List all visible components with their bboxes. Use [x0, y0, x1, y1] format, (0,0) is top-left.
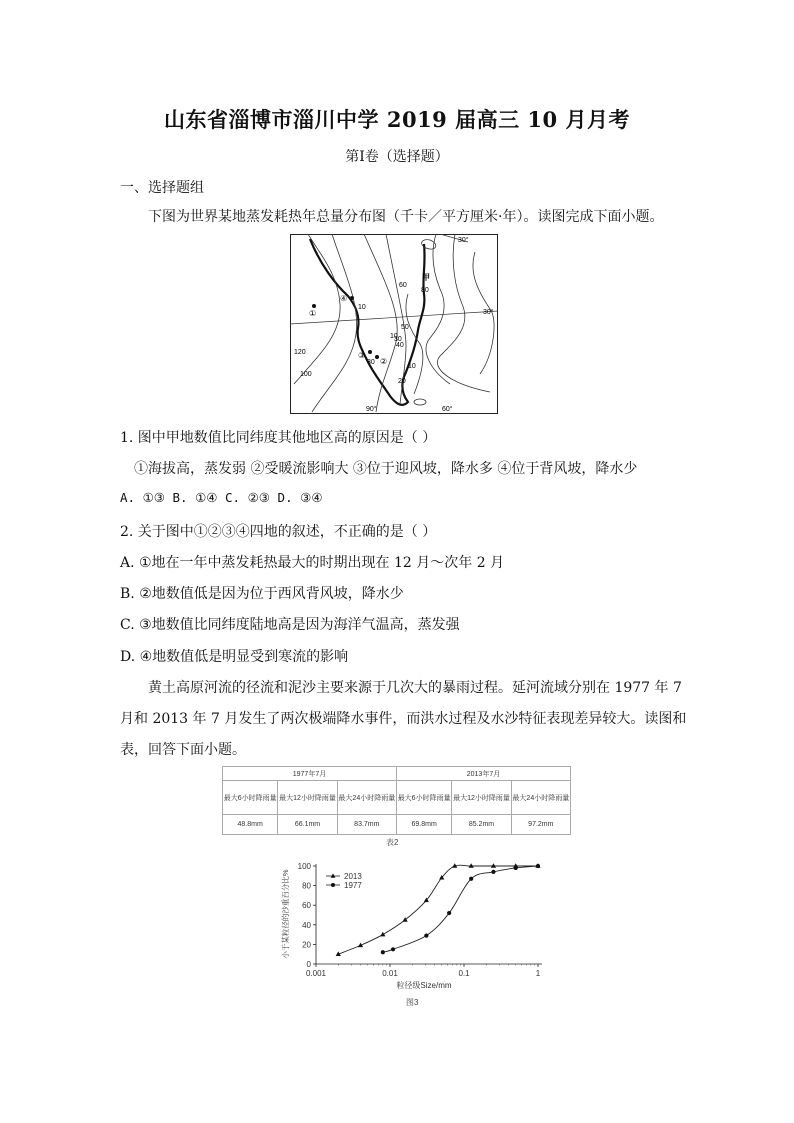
y-tick-label: 100 — [297, 862, 311, 871]
y-tick-label: 0 — [306, 960, 311, 969]
coord-label: 30° — [458, 237, 469, 244]
point-1977 — [514, 866, 518, 870]
isoline-label: 120 — [294, 349, 306, 356]
y-tick-label: 80 — [302, 881, 311, 891]
y-tick-label: 60 — [302, 901, 311, 911]
chart-ylabel: 小于某粒径的沙重百分比% — [281, 869, 290, 959]
x-tick-label: 0.1 — [458, 969, 470, 978]
point-1977 — [491, 870, 495, 874]
point-2013 — [403, 917, 408, 922]
question-2-stem: 2. 关于图中①②③④四地的叙述，不正确的是（ ） — [120, 524, 437, 540]
table-cell: 97.2mm — [511, 815, 570, 835]
page-title: 山东省淄博市淄川中学 2019 届高三 10 月月考 — [164, 107, 630, 132]
label-3: ③ — [358, 351, 366, 360]
isoline-label: 60 — [399, 282, 407, 289]
y-tick-label: 20 — [302, 940, 311, 950]
legend-marker — [331, 873, 336, 877]
isoline-label: 10 — [358, 304, 366, 311]
point-1977 — [447, 911, 451, 915]
x-tick-label: 0.01 — [382, 969, 398, 978]
isoline-label: 30 — [367, 359, 375, 366]
evaporation-map — [290, 234, 498, 414]
table-cell: 83.7mm — [337, 815, 396, 835]
point-4-dot — [350, 296, 354, 300]
question-2-option-a: A. ①地在一年中蒸发耗热最大的时期出现在 12 月～次年 2 月 — [120, 555, 505, 571]
question-1-stem: 1. 图中甲地数值比同纬度其他地区高的原因是（ ） — [120, 430, 437, 446]
question-2-option-d: D. ④地数值低是明显受到寒流的影响 — [120, 649, 349, 665]
table-group-1977: 1977年7月 — [223, 767, 397, 781]
y-tick-label: 40 — [302, 920, 311, 930]
isoline-label: 80 — [421, 287, 429, 294]
table-header: 最大24小时降雨量 — [337, 781, 396, 815]
coord-label: 90° — [366, 406, 377, 413]
section-heading: 一、选择题组 — [120, 180, 204, 196]
page-subtitle: 第Ⅰ卷（选择题） — [345, 149, 449, 165]
question-2-option-b: B. ②地数值低是因为位于西风背风坡，降水少 — [120, 586, 404, 602]
question-1-options: A. ①③ B. ①④ C. ②③ D. ③④ — [120, 490, 323, 505]
series-line-2013 — [338, 865, 538, 954]
table-cell: 85.2mm — [452, 815, 511, 835]
question-1-statements: ①海拔高，蒸发弱 ②受暖流影响大 ③位于迎风坡，降水多 ④位于背风坡，降水少 — [134, 461, 638, 477]
label-2: ② — [380, 357, 388, 366]
coord-label: 30° — [483, 309, 494, 316]
point-2013 — [491, 863, 496, 868]
isoline-label: 30 — [394, 336, 402, 343]
point-1977 — [391, 947, 395, 951]
table-cell: 69.8mm — [396, 815, 451, 835]
table-header: 最大6小时降雨量 — [396, 781, 451, 815]
x-tick-label: 0.001 — [305, 969, 327, 978]
isoline-label: 20 — [398, 378, 406, 385]
point-1977 — [469, 877, 473, 881]
chart-xlabel: 粒径级Size/mm — [396, 981, 452, 990]
isoline-label: 50 — [401, 324, 409, 331]
table-group-2013: 2013年7月 — [396, 767, 570, 781]
group2-intro-line1: 黄土高原河流的径流和泥沙主要来源于几次大的暴雨过程。延河流域分别在 1977 年 7 — [148, 680, 682, 696]
isoline-label: 40 — [396, 342, 404, 349]
isoline-label: 10 — [390, 333, 398, 340]
question-2-option-c: C. ③地数值比同纬度陆地高是因为海洋气温高，蒸发强 — [120, 617, 460, 633]
chart-caption: 图3 — [406, 998, 419, 1007]
table-header: 最大12小时降雨量 — [452, 781, 511, 815]
point-1977 — [424, 933, 428, 937]
table-cell: 48.8mm — [223, 815, 278, 835]
label-4: ④ — [340, 294, 348, 303]
legend-label: 2013 — [344, 872, 362, 881]
group2-intro-line2: 月和 2013 年 7 月发生了两次极端降水事件，而洪水过程及水沙特征表现差异较大。读图和 — [120, 711, 687, 727]
isoline-label: 100 — [300, 371, 312, 378]
point-1-dot — [312, 304, 316, 308]
table-header: 最大24小时降雨量 — [511, 781, 570, 815]
label-jia: 甲 — [422, 273, 430, 282]
rainfall-table — [222, 766, 571, 835]
table-header: 最大6小时降雨量 — [223, 781, 278, 815]
table-header: 最大12小时降雨量 — [278, 781, 337, 815]
table-caption: 表2 — [386, 838, 399, 847]
legend-marker — [331, 883, 335, 887]
legend-label: 1977 — [344, 881, 362, 890]
table-cell: 66.1mm — [278, 815, 337, 835]
isoline-label: 10 — [408, 363, 416, 370]
point-1977 — [536, 864, 540, 868]
x-tick-label: 1 — [535, 969, 541, 978]
group1-intro: 下图为世界某地蒸发耗热年总量分布图（千卡／平方厘米·年）。读图完成下面小题。 — [148, 209, 664, 225]
point-2013 — [380, 932, 385, 937]
grain-size-chart — [280, 852, 560, 1012]
group2-intro-line3: 表，回答下面小题。 — [120, 742, 246, 758]
point-2-dot — [375, 355, 379, 359]
label-1: ① — [309, 309, 317, 318]
point-1977 — [381, 950, 385, 954]
coord-label: 60° — [442, 406, 453, 413]
point-3-dot — [368, 350, 372, 354]
series-line-1977 — [383, 866, 538, 952]
